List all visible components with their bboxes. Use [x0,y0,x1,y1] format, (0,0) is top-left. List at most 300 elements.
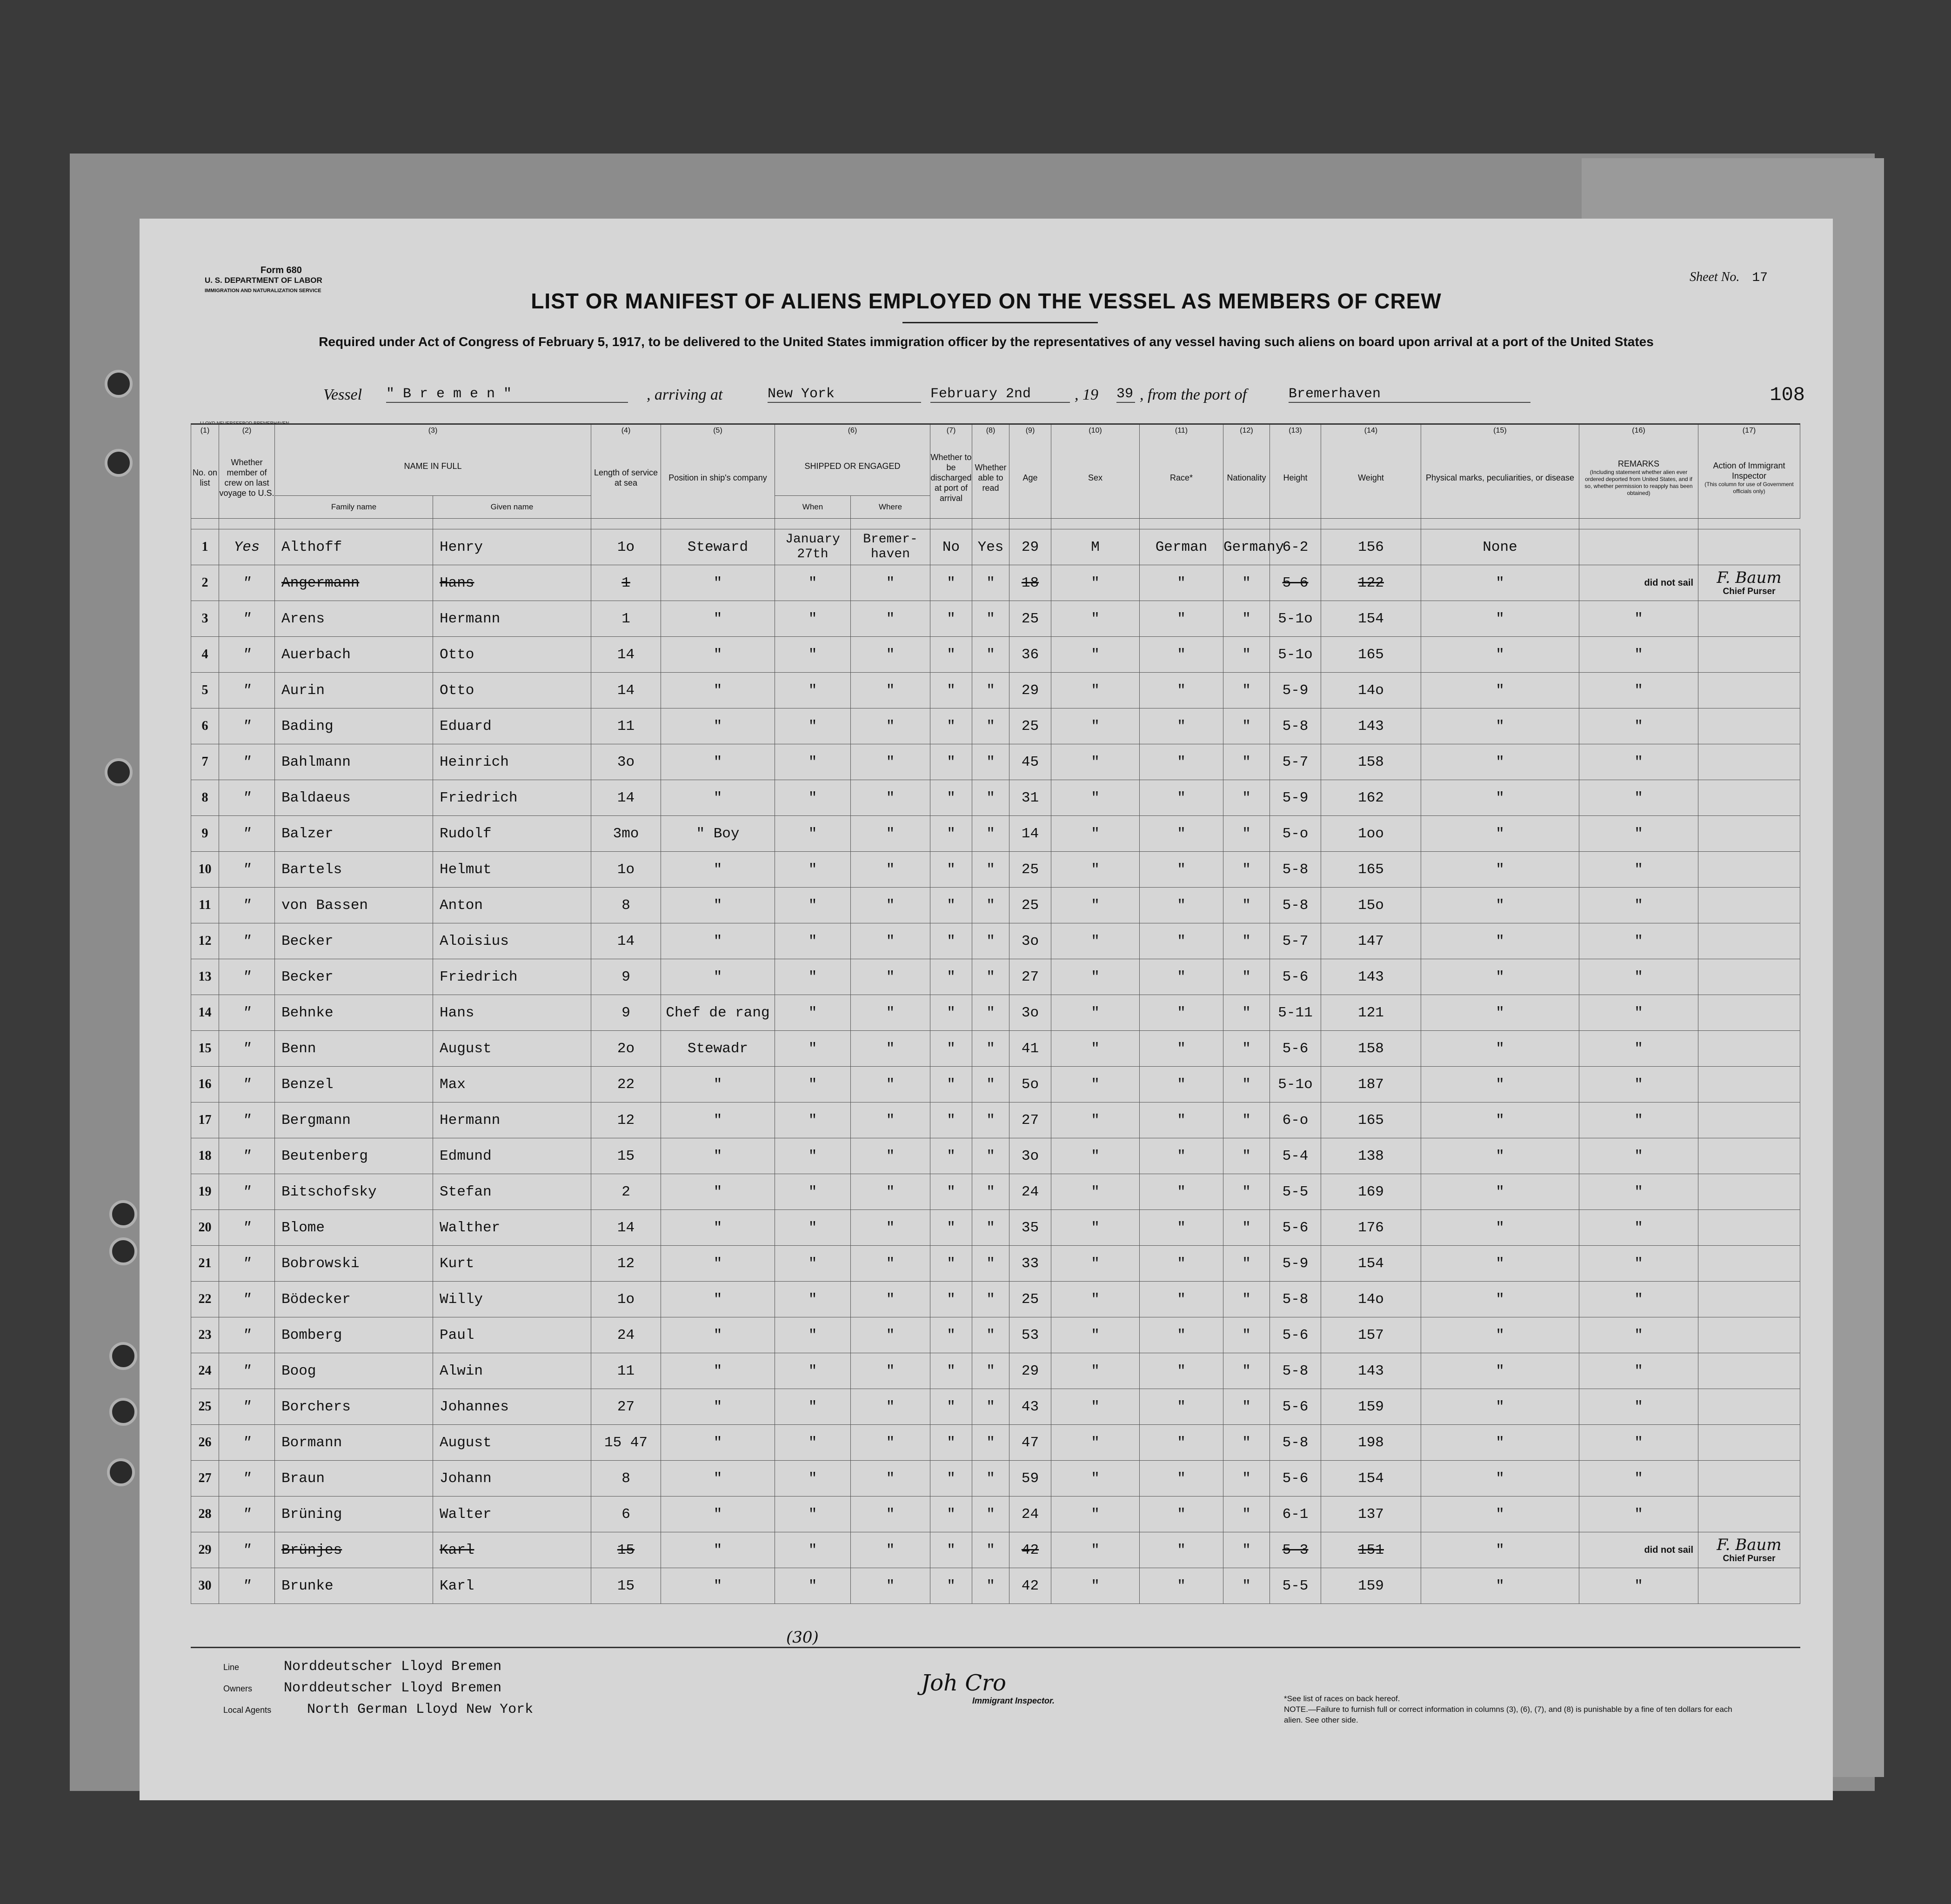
remarks-cell: " [1579,708,1698,744]
last-voyage-cell: " [219,1461,275,1496]
table-row [191,995,1800,1031]
shipped-when-cell: " [775,959,851,995]
from-port: Bremerhaven [1289,386,1530,403]
position-cell: " [661,1496,775,1532]
family-name-cell: Arens [275,601,433,637]
remarks-cell: " [1579,888,1698,923]
race-cell: " [1140,1102,1223,1138]
inspector-action-cell [1698,780,1800,816]
inspector-action-cell [1698,1246,1800,1282]
physical-marks-cell: " [1421,1138,1579,1174]
weight-cell: 154 [1321,1461,1421,1496]
vessel-line [140,386,1833,407]
discharged-cell: No [930,529,972,565]
header-position: Position in ship's company [661,437,775,519]
action-note: (This column for use of Government officials only) [1704,481,1794,494]
service-length-cell: 8 [591,888,661,923]
service-length-cell: 22 [591,1067,661,1102]
race-cell: " [1140,601,1223,637]
family-name-cell: Angermann [275,565,433,601]
race-cell: " [1140,1031,1223,1067]
family-name-cell: Althoff [275,529,433,565]
sex-cell: " [1051,1174,1140,1210]
row-number: 25 [191,1389,219,1425]
family-name-cell: Bödecker [275,1282,433,1317]
physical-marks-cell: " [1421,708,1579,744]
shipped-where-cell: " [851,1210,930,1246]
inspector-action-cell [1698,1568,1800,1604]
nationality-cell: " [1223,1138,1270,1174]
arriving-port: New York [768,386,921,403]
sex-cell: M [1051,529,1140,565]
row-number: 22 [191,1282,219,1317]
age-cell: 42 [1009,1532,1051,1568]
weight-cell: 165 [1321,852,1421,888]
year-label: , 19 [1075,386,1098,403]
header-height: Height [1270,437,1321,519]
table-row [191,1568,1800,1604]
shipped-when-cell: " [775,1389,851,1425]
height-cell: 5-5 [1270,1568,1321,1604]
discharged-cell: " [930,601,972,637]
position-cell: " [661,1282,775,1317]
manifest-sheet [140,219,1833,1800]
given-name-cell: Johann [433,1461,591,1496]
given-name-cell: Eduard [433,708,591,744]
header-nationality: Nationality [1223,437,1270,519]
table-row [191,744,1800,780]
race-cell: " [1140,1425,1223,1461]
shipped-when-cell: " [775,1102,851,1138]
shipped-when-cell: " [775,1210,851,1246]
inspector-action-cell [1698,637,1800,673]
nationality-cell: " [1223,1210,1270,1246]
able-to-read-cell: " [972,744,1009,780]
form-number: Form 680 [261,265,302,275]
nationality-cell: " [1223,708,1270,744]
shipped-where-cell: " [851,1102,930,1138]
weight-cell: 138 [1321,1138,1421,1174]
immigrant-inspector-block [921,1670,1116,1706]
discharged-cell: " [930,780,972,816]
shipped-where-cell: " [851,888,930,923]
nationality-cell: " [1223,1246,1270,1282]
race-cell: " [1140,1067,1223,1102]
sheet-label: Sheet No. [1690,270,1740,284]
inspector-action-cell [1698,1138,1800,1174]
height-cell: 5-7 [1270,744,1321,780]
row-number: 13 [191,959,219,995]
table-row [191,529,1800,565]
header-no-on-list: No. on list [191,437,219,519]
owners-label: Owners [223,1684,253,1693]
remarks-cell: " [1579,1496,1698,1532]
discharged-cell: " [930,1210,972,1246]
last-voyage-cell: " [219,1568,275,1604]
discharged-cell: " [930,1568,972,1604]
weight-cell: 176 [1321,1210,1421,1246]
family-name-cell: Bormann [275,1425,433,1461]
age-cell: 24 [1009,1174,1051,1210]
able-to-read-cell: " [972,708,1009,744]
header-able-to-read: Whether able to read [972,437,1009,519]
age-cell: 31 [1009,780,1051,816]
inspector-label: Immigrant Inspector. [972,1696,1055,1705]
service-length-cell: 8 [591,1461,661,1496]
row-number: 4 [191,637,219,673]
age-cell: 47 [1009,1425,1051,1461]
remarks-cell: " [1579,816,1698,852]
sex-cell: " [1051,1102,1140,1138]
position-cell: " [661,923,775,959]
sex-cell: " [1051,565,1140,601]
family-name-cell: Benn [275,1031,433,1067]
race-cell: " [1140,637,1223,673]
row-number: 5 [191,673,219,708]
shipped-where-cell: " [851,1031,930,1067]
last-voyage-cell: Yes [219,529,275,565]
height-cell: 5-6 [1270,1389,1321,1425]
inspector-action-cell [1698,1389,1800,1425]
inspector-action-cell [1698,565,1800,601]
able-to-read-cell: " [972,1425,1009,1461]
position-cell: " [661,1353,775,1389]
age-cell: 42 [1009,1568,1051,1604]
age-cell: 41 [1009,1031,1051,1067]
inspector-action-cell [1698,1461,1800,1496]
position-cell: " [661,780,775,816]
position-cell: " [661,1210,775,1246]
discharged-cell: " [930,1425,972,1461]
weight-cell: 158 [1321,1031,1421,1067]
remarks-cell: " [1579,1246,1698,1282]
row-number: 29 [191,1532,219,1568]
nationality-cell: " [1223,1174,1270,1210]
remarks-cell: " [1579,1031,1698,1067]
physical-marks-cell: " [1421,1210,1579,1246]
agents-label: Local Agents [223,1705,272,1715]
table-row [191,1138,1800,1174]
discharged-cell: " [930,959,972,995]
race-cell: " [1140,1353,1223,1389]
height-cell: 5-8 [1270,1353,1321,1389]
last-voyage-cell: " [219,1174,275,1210]
punch-hole [105,370,133,398]
weight-cell: 143 [1321,708,1421,744]
physical-marks-cell: " [1421,744,1579,780]
sex-cell: " [1051,923,1140,959]
row-number: 16 [191,1067,219,1102]
table-row [191,959,1800,995]
position-cell: " [661,1568,775,1604]
colnum: (14) [1321,424,1421,437]
table-row [191,1353,1800,1389]
table-row [191,1496,1800,1532]
line-row [223,1656,533,1677]
service-length-cell: 6 [591,1496,661,1532]
race-cell: " [1140,1174,1223,1210]
discharged-cell: " [930,1389,972,1425]
nationality-cell: " [1223,1425,1270,1461]
family-name-cell: Borchers [275,1389,433,1425]
sex-cell: " [1051,673,1140,708]
able-to-read-cell: " [972,1031,1009,1067]
nationality-cell: " [1223,744,1270,780]
given-name-cell: Hans [433,565,591,601]
position-cell: " [661,1102,775,1138]
weight-cell: 121 [1321,995,1421,1031]
last-voyage-cell: " [219,995,275,1031]
age-cell: 27 [1009,959,1051,995]
shipped-when-cell: " [775,708,851,744]
nationality-cell: " [1223,1461,1270,1496]
family-name-cell: Behnke [275,995,433,1031]
service-length-cell: 14 [591,637,661,673]
nationality-cell: " [1223,1532,1270,1568]
shipped-when-cell: " [775,995,851,1031]
subtitle: Required under Act of Congress of February 5, 1917, to be delivered to the United States immigration officer by the representatives of any vessel having such aliens on board upon arrival at a port of the United States [319,334,1654,349]
able-to-read-cell: " [972,1568,1009,1604]
discharged-cell: " [930,637,972,673]
able-to-read-cell: " [972,1532,1009,1568]
service-length-cell: 14 [591,1210,661,1246]
shipped-when-cell: " [775,1282,851,1317]
able-to-read-cell: " [972,888,1009,923]
physical-marks-cell: " [1421,1102,1579,1138]
given-name-cell: Aloisius [433,923,591,959]
shipped-when-cell: " [775,1496,851,1532]
family-name-cell: Boog [275,1353,433,1389]
given-name-cell: Max [433,1067,591,1102]
colnum: (6) [775,424,930,437]
sex-cell: " [1051,888,1140,923]
race-cell: " [1140,923,1223,959]
table-row [191,1532,1800,1568]
inspector-signature: Joh Cro [921,1670,1006,1696]
page-number: 108 [1770,384,1805,406]
weight-cell: 151 [1321,1532,1421,1568]
shipped-when-cell: " [775,1353,851,1389]
shipped-where-cell: " [851,637,930,673]
weight-cell: 122 [1321,565,1421,601]
race-cell: " [1140,1461,1223,1496]
last-voyage-cell: " [219,852,275,888]
height-cell: 5-9 [1270,673,1321,708]
service-length-cell: 15 [591,1532,661,1568]
position-cell: Stewadr [661,1031,775,1067]
able-to-read-cell: " [972,1102,1009,1138]
colnum: (5) [661,424,775,437]
weight-cell: 154 [1321,601,1421,637]
position-cell: " [661,852,775,888]
race-cell: " [1140,708,1223,744]
age-cell: 29 [1009,529,1051,565]
row-number: 18 [191,1138,219,1174]
able-to-read-cell: " [972,1174,1009,1210]
able-to-read-cell: " [972,995,1009,1031]
shipped-when-cell: " [775,888,851,923]
race-cell: " [1140,888,1223,923]
row-number: 9 [191,816,219,852]
service-length-cell: 1 [591,565,661,601]
race-cell: " [1140,995,1223,1031]
discharged-cell: " [930,1532,972,1568]
family-name-cell: von Bassen [275,888,433,923]
able-to-read-cell: " [972,852,1009,888]
nationality-cell: " [1223,1389,1270,1425]
age-cell: 33 [1009,1246,1051,1282]
race-note: *See list of races on back hereof. [1284,1694,1400,1703]
weight-cell: 198 [1321,1425,1421,1461]
inspector-action-cell [1698,1102,1800,1138]
height-cell: 5-o [1270,816,1321,852]
header-when: When [775,496,851,519]
age-cell: 3o [1009,1138,1051,1174]
able-to-read-cell: " [972,959,1009,995]
shipped-where-cell: " [851,1532,930,1568]
shipped-when-cell: " [775,1138,851,1174]
nationality-cell: " [1223,1568,1270,1604]
remarks-cell: " [1579,1282,1698,1317]
table-row [191,673,1800,708]
given-name-cell: Otto [433,673,591,708]
from-label: , from the port of [1140,386,1247,403]
shipped-when-cell: " [775,1532,851,1568]
header-shipped-or-engaged: SHIPPED OR ENGAGED [775,437,930,496]
able-to-read-cell: " [972,1353,1009,1389]
discharged-cell: " [930,744,972,780]
row-number: 10 [191,852,219,888]
count-note: (30) [786,1628,819,1647]
age-cell: 25 [1009,601,1051,637]
race-cell: " [1140,565,1223,601]
inspector-action-cell [1698,744,1800,780]
header-length-of-service: Length of service at sea [591,437,661,519]
shipped-where-cell: Bremer- haven [851,529,930,565]
age-cell: 35 [1009,1210,1051,1246]
service-length-cell: 2o [591,1031,661,1067]
remarks-cell: " [1579,1568,1698,1604]
height-cell: 5-6 [1270,959,1321,995]
position-cell: " [661,959,775,995]
last-voyage-cell: " [219,1102,275,1138]
discharged-cell: " [930,1496,972,1532]
race-cell: " [1140,1317,1223,1353]
nationality-cell: " [1223,1067,1270,1102]
table-row [191,816,1800,852]
remarks-cell: " [1579,1174,1698,1210]
remarks-cell: " [1579,673,1698,708]
height-cell: 5-9 [1270,1246,1321,1282]
sheet-value: 17 [1752,271,1768,285]
line-label: Line [223,1663,240,1672]
remarks-cell: " [1579,1461,1698,1496]
service: IMMIGRATION AND NATURALIZATION SERVICE [205,288,321,294]
service-length-cell: 9 [591,959,661,995]
sex-cell: " [1051,1210,1140,1246]
family-name-cell: Bergmann [275,1102,433,1138]
age-cell: 5o [1009,1067,1051,1102]
position-cell: " [661,673,775,708]
position-cell: " [661,637,775,673]
shipped-when-cell: " [775,565,851,601]
colnum: (15) [1421,424,1579,437]
row-number: 26 [191,1425,219,1461]
stamp-label: LLOYD NEUERSEEBOD BREMERHAVEN [200,421,289,426]
able-to-read-cell: " [972,637,1009,673]
family-name-cell: Braun [275,1461,433,1496]
physical-marks-cell: " [1421,959,1579,995]
able-to-read-cell: " [972,1496,1009,1532]
last-voyage-cell: " [219,1031,275,1067]
physical-marks-cell: " [1421,1317,1579,1353]
height-cell: 5-6 [1270,1210,1321,1246]
row-number: 14 [191,995,219,1031]
shipped-where-cell: " [851,565,930,601]
discharged-cell: " [930,673,972,708]
sex-cell: " [1051,1282,1140,1317]
height-cell: 5-8 [1270,888,1321,923]
arriving-label: , arriving at [647,386,723,403]
position-cell: Steward [661,529,775,565]
shipped-when-cell: " [775,637,851,673]
able-to-read-cell: " [972,673,1009,708]
colnum: (12) [1223,424,1270,437]
discharged-cell: " [930,1353,972,1389]
row-number: 3 [191,601,219,637]
line-value: Norddeutscher Lloyd Bremen [284,1659,502,1675]
weight-cell: 14o [1321,1282,1421,1317]
physical-marks-cell: " [1421,852,1579,888]
shipped-when-cell: " [775,1317,851,1353]
family-name-cell: Bobrowski [275,1246,433,1282]
family-name-cell: Brunke [275,1568,433,1604]
remarks-note: (Including statement whether alien ever ordered deported from United States, and if so, whether permission to reapply has been obtained) [1584,468,1693,496]
given-name-cell: Karl [433,1532,591,1568]
sheet-number [1690,270,1768,285]
footer-agents [223,1656,533,1720]
family-name-cell: Becker [275,959,433,995]
service-length-cell: 11 [591,708,661,744]
colnum: (8) [972,424,1009,437]
family-name-cell: Bartels [275,852,433,888]
last-voyage-cell: " [219,1353,275,1389]
height-cell: 5-1o [1270,637,1321,673]
service-length-cell: 1o [591,1282,661,1317]
family-name-cell: Aurin [275,673,433,708]
discharged-cell: " [930,995,972,1031]
race-cell: German [1140,529,1223,565]
last-voyage-cell: " [219,673,275,708]
table-row [191,708,1800,744]
sex-cell: " [1051,1031,1140,1067]
able-to-read-cell: " [972,1246,1009,1282]
race-cell: " [1140,1496,1223,1532]
punch-hole [107,1458,135,1486]
given-name-cell: Friedrich [433,780,591,816]
remarks-cell: " [1579,1138,1698,1174]
row-number: 12 [191,923,219,959]
weight-cell: 157 [1321,1317,1421,1353]
nationality-cell: " [1223,923,1270,959]
shipped-where-cell: " [851,708,930,744]
shipped-where-cell: " [851,1174,930,1210]
shipped-when-cell: " [775,1067,851,1102]
height-cell: 6-2 [1270,529,1321,565]
weight-cell: 1oo [1321,816,1421,852]
nationality-cell: " [1223,1102,1270,1138]
height-cell: 5-8 [1270,852,1321,888]
